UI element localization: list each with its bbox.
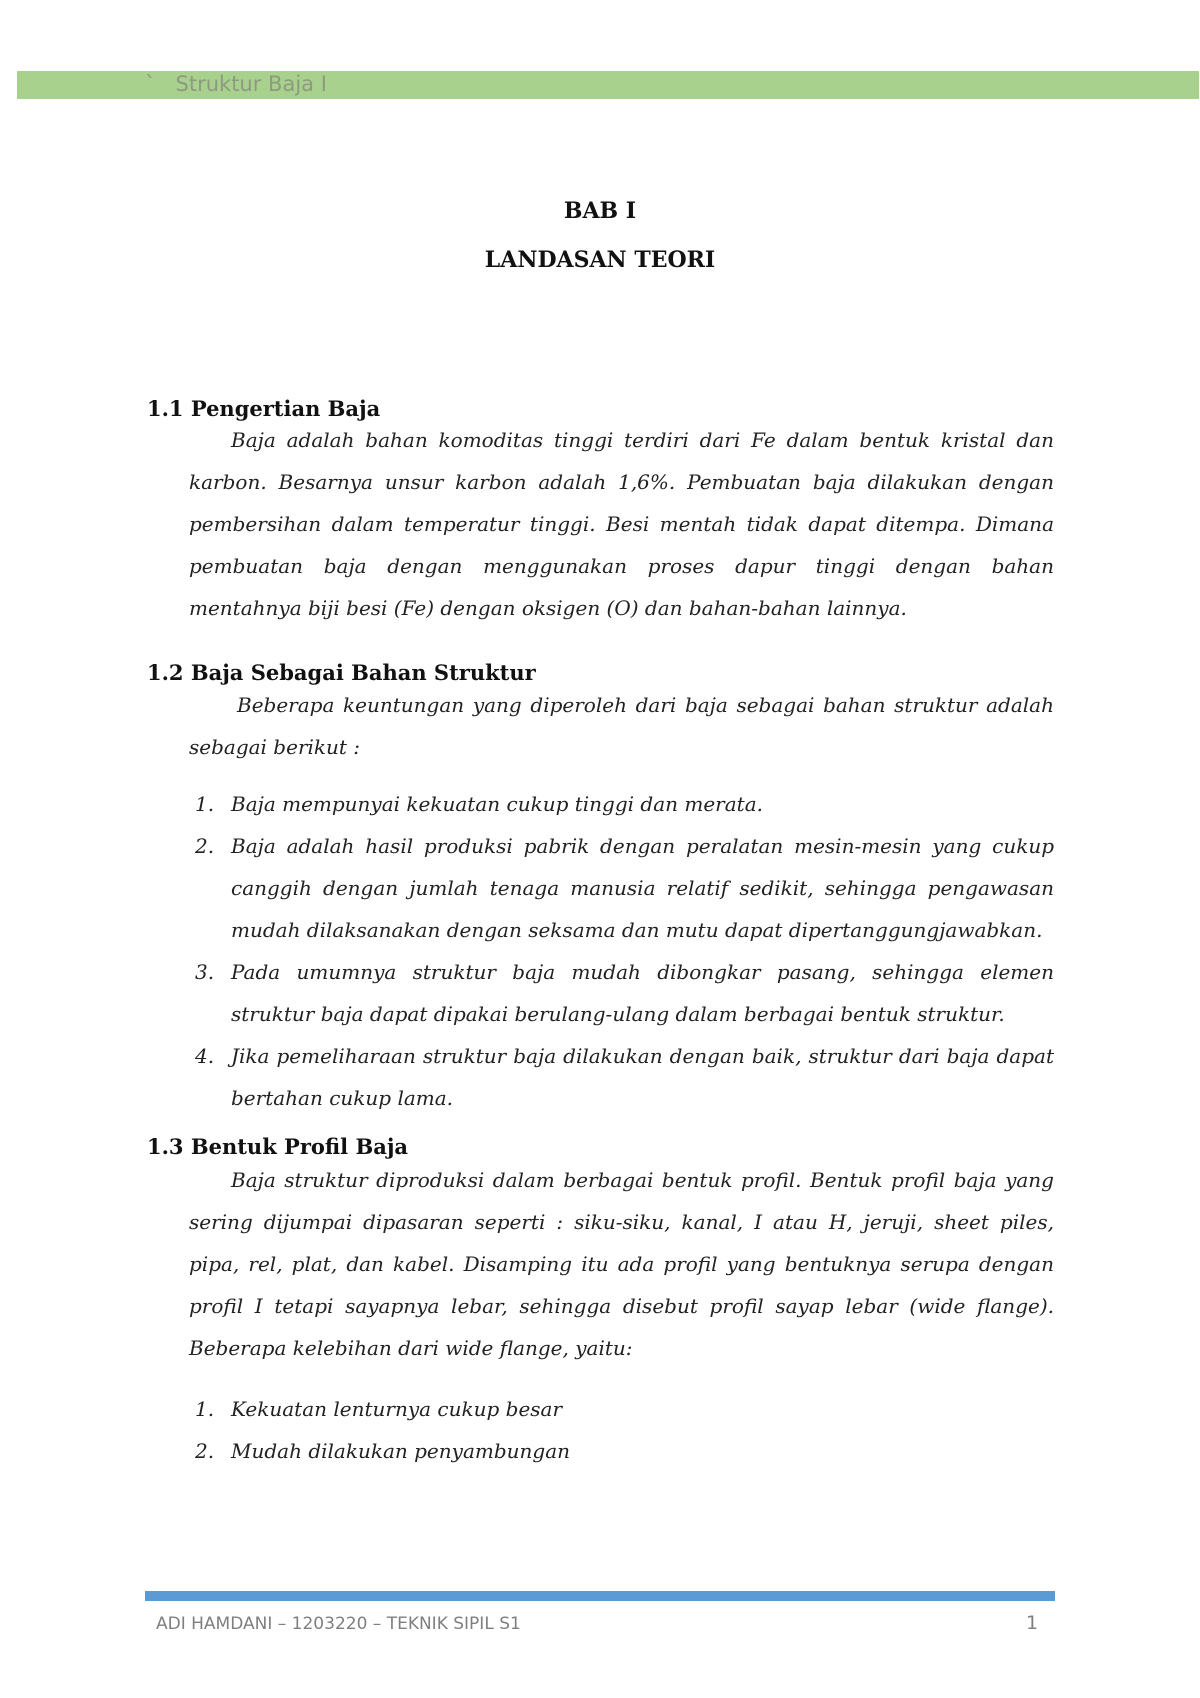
list-number: 2. [195,1439,215,1463]
list-item [189,1388,1054,1430]
chapter-number: BAB I [563,198,637,224]
footer-author: ADI HAMDANI – 1203220 – TEKNIK SIPIL S1 [156,1614,521,1634]
list-item [189,951,1054,1035]
wide-flange-list [189,1388,1054,1472]
chapter-title: LANDASAN TEORI [484,247,716,273]
list-number: 1. [195,792,215,816]
section-paragraph-1-2: Beberapa keuntungan yang diperoleh dari baja sebagai bahan struktur adalah sebagai berikut : [189,693,1054,759]
list-text: Baja adalah hasil produksi pabrik dengan peralatan mesin-mesin yang cukup canggih dengan jumlah tenaga manusia relatif sedikit, sehingga pengawasan mudah dilaksanakan dengan seksama dan mutu dapat dipertanggungjawabkan. [231,834,1054,942]
list-number: 4. [195,1044,215,1068]
list-item [189,825,1054,951]
header-title-text: Struktur Baja I [175,72,327,96]
header-title [145,72,327,96]
list-text: Kekuatan lenturnya cukup besar [231,1397,563,1421]
section-paragraph-1-1: Baja adalah bahan komoditas tinggi terdiri dari Fe dalam bentuk kristal dan karbon. Besarnya unsur karbon adalah 1,6%. Pembuatan baja dilakukan dengan pembersihan dalam temperatur tinggi. Besi mentah tidak dapat ditempa. Dimana pembuatan baja dengan menggunakan proses dapur tinggi dengan bahan mentahnya biji besi (Fe) dengan oksigen (O) dan bahan-bahan lainnya. [189,428,1054,620]
page-number: 1 [1026,1612,1039,1634]
list-item [189,1035,1054,1119]
list-item [189,783,1054,825]
list-number: 3. [195,960,215,984]
header-mark: ` [145,72,156,96]
section-heading-1-3: 1.3 Bentuk Profil Baja [147,1134,409,1159]
list-number: 1. [195,1397,215,1421]
list-item [189,1430,1054,1472]
advantages-list [189,783,1054,1119]
list-number: 2. [195,834,215,858]
list-text: Mudah dilakukan penyambungan [231,1439,571,1463]
section-paragraph-1-3: Baja struktur diproduksi dalam berbagai bentuk profil. Bentuk profil baja yang sering dijumpai dipasaran seperti : siku-siku, kanal, I atau H, jeruji, sheet piles, pipa, rel, plat, dan kabel. Disamping itu ada profil yang bentuknya serupa dengan profil I tetapi sayapnya lebar, sehingga disebut profil sayap lebar (wide flange). Beberapa kelebihan dari wide flange, yaitu: [189,1168,1054,1360]
list-text: Pada umumnya struktur baja mudah dibongkar pasang, sehingga elemen struktur baja dapat dipakai berulang-ulang dalam berbagai bentuk struktur. [231,960,1054,1026]
list-text: Jika pemeliharaan struktur baja dilakukan dengan baik, struktur dari baja dapat bertahan cukup lama. [231,1044,1054,1110]
list-text: Baja mempunyai kekuatan cukup tinggi dan merata. [231,792,763,816]
section-heading-1-2: 1.2 Baja Sebagai Bahan Struktur [147,660,536,685]
footer-rule [145,1591,1055,1601]
section-heading-1-1: 1.1 Pengertian Baja [147,396,381,421]
